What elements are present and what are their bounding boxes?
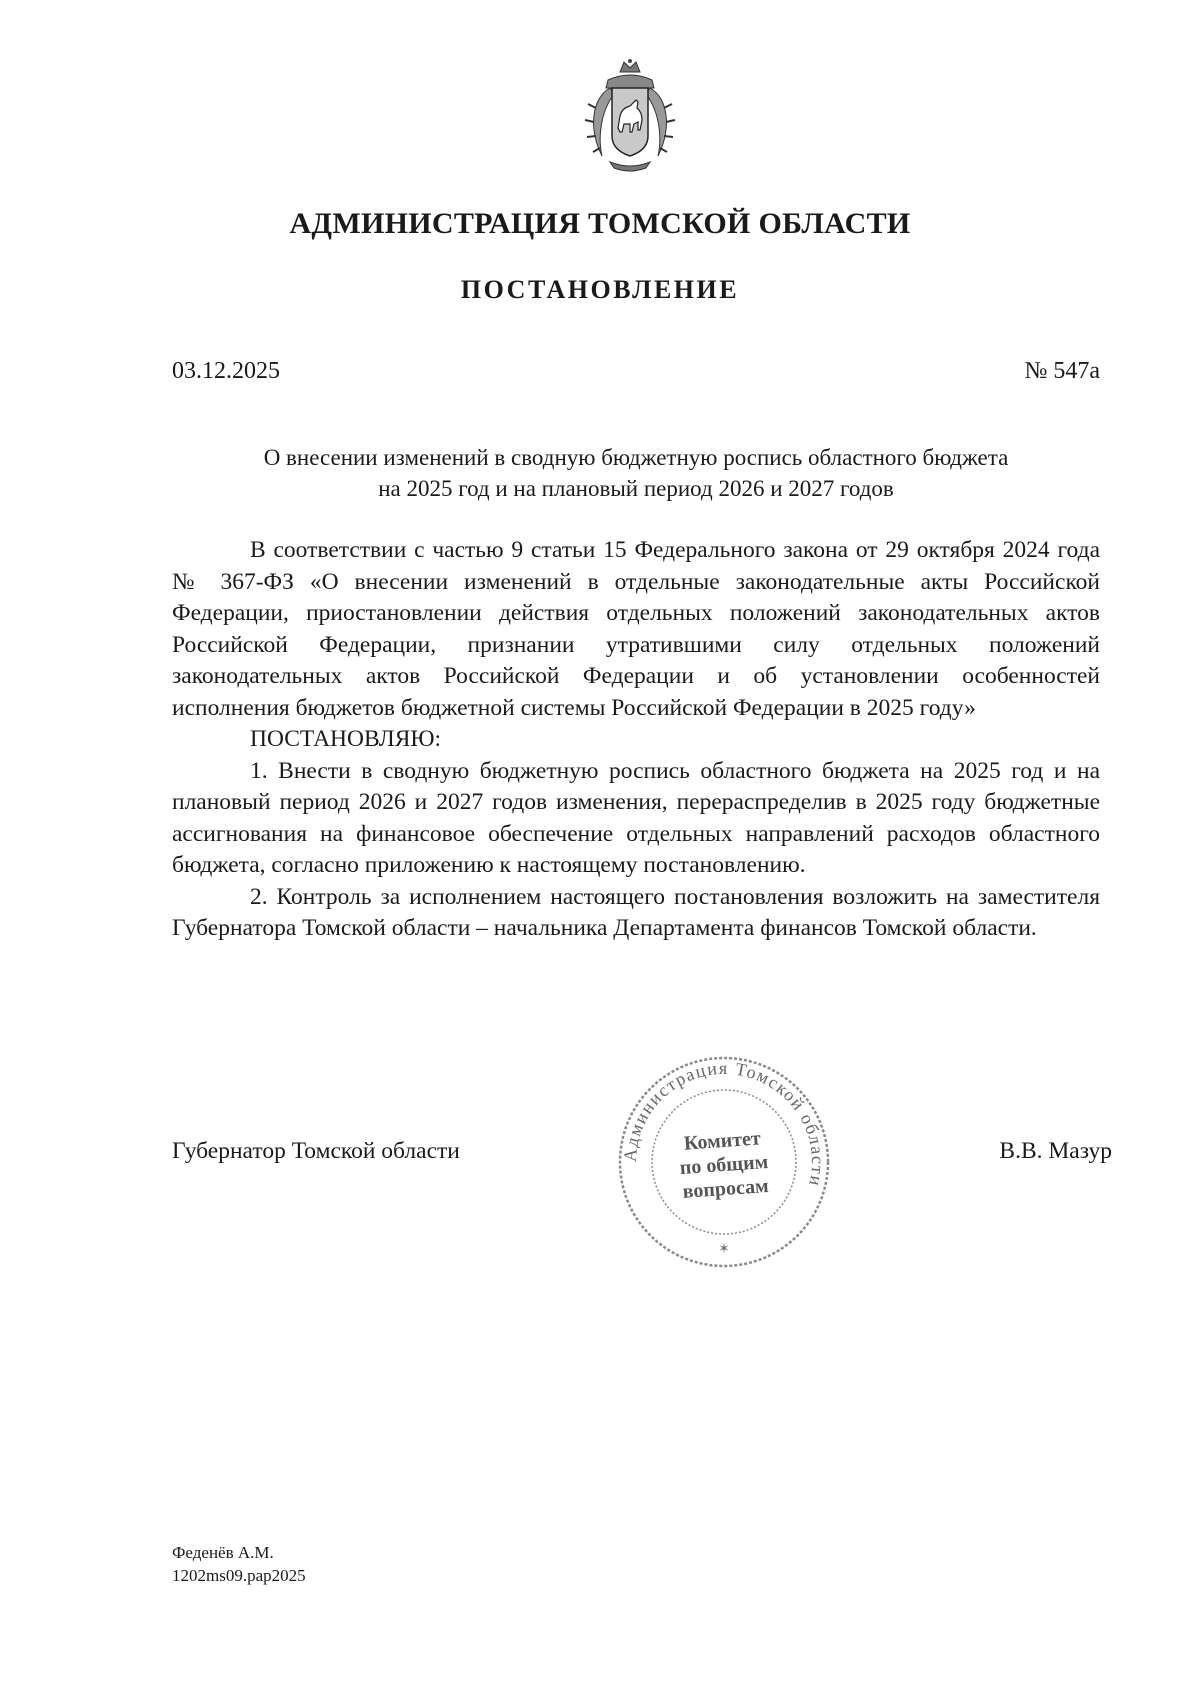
stamp-line-3: вопросам: [681, 1174, 770, 1203]
signatory-name: В.В. Мазур: [999, 1138, 1112, 1164]
subject-line-1: О внесении изменений в сводную бюджетную роспись областного бюджета: [263, 445, 1009, 470]
preamble-paragraph: В соответствии с частью 9 статьи 15 Федерального закона от 29 октября 2024 года № 367-ФЗ «О внесении изменений в отдельные законодательные акты Российской Федерации, приостановлении действия отдельных положений законодательных актов Российской Федерации, признании утратившими силу отдельных положений законодательных актов Российской Федерации и об установлении особенностей исполнения бюджетов бюджетной системы Российской Федерации в 2025 году»: [172, 537, 1100, 721]
executor-note: [172, 1541, 306, 1587]
executor-file: 1202ms09.pap2025: [172, 1566, 306, 1585]
item-2-paragraph: 2. Контроль за исполнением настоящего постановления возложить на заместителя Губернатора Томской области – начальника Департамента финансов Томской области.: [172, 883, 1100, 941]
executor-name: Феденёв А.М.: [172, 1543, 274, 1562]
document-subject: [172, 442, 1100, 504]
document-date: 03.12.2025: [172, 358, 280, 384]
subject-line-2: на 2025 год и на плановый период 2026 и 2027 годов: [378, 476, 894, 501]
document-type-heading: ПОСТАНОВЛЕНИЕ: [460, 275, 740, 304]
signatory-position: Губернатор Томской области: [172, 1138, 460, 1164]
document-number: № 547а: [1024, 358, 1100, 384]
document-body: [172, 535, 1100, 945]
organization-title: АДМИНИСТРАЦИЯ ТОМСКОЙ ОБЛАСТИ: [289, 207, 911, 240]
tomsk-oblast-coat-of-arms-icon: [580, 58, 680, 173]
stamp-line-1: Комитет: [683, 1127, 762, 1155]
stamp-star-bottom: ✶: [718, 1242, 730, 1257]
decree-word: ПОСТАНОВЛЯЮ:: [250, 726, 442, 752]
stamp-ring-text: Администрация Томской области: [619, 1057, 829, 1190]
item-1-paragraph: 1. Внести в сводную бюджетную роспись областного бюджета на 2025 год и на плановый период 2026 и 2027 годов изменения, перераспределив в 2025 году бюджетные ассигнования на финансовое обеспечение отдельных направлений расходов областного бюджета, согласно приложению к настоящему постановлению.: [172, 757, 1100, 878]
official-stamp: [615, 1053, 833, 1271]
stamp-center-text: [613, 1121, 835, 1208]
stamp-line-2: по общим: [679, 1150, 769, 1180]
